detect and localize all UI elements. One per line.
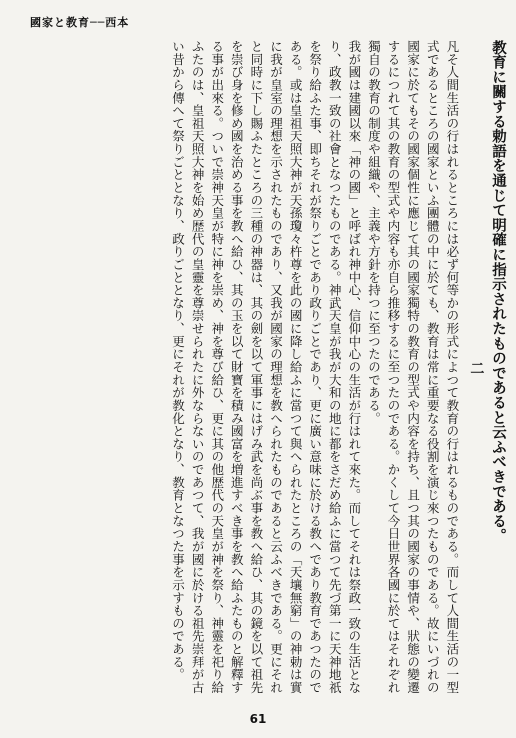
heading-line: 教育に關する勅語を通じて明確に指示されたものであると云ふべきである。 bbox=[490, 40, 507, 544]
paragraph-1: 凡そ人間生活の行はれるところには必ず何等かの形式によつて教育の行はれるものである。而して人間生活の一型式であるところの國家といふ團體の中に於ても、教育は常に重要なる役割を演じ來つたものである。故にいづれの國家に於てもその國家個性に應じて其の國家獨特の教育の型式や内容を持ち、且つ其の國家の事情や、狀態の變遷するにつれて其の教育の型式や内容も亦自ら推移するに至つたのである。かくして今日世界各國に於てはそれぞれ獨自の教育の制度や組織や、主義や方針を持つに至つたのである。 bbox=[366, 40, 460, 694]
paragraph-2: 我が國は建國以來「神の國」と呼ばれ神中心、信仰中心の生活が行はれて來た。而してそれは祭政一致の生活となり、政教一致の社會となつたものである。神武天皇が我が大和の地に都をさだめ給ふに當つて先づ第一に天神地祇を祭り給ふた事、即ちそれが祭りごとであり政りごとであり、更に廣い意味に於ける教へであり教育であつたのである。或は皇祖天照大神が天孫瓊々杵尊を此の國に降し給ふに當つて與へられたところの「天壤無窮」の神勅は實に我が皇室の理想を示されたものであり、又我が國家の理想を教へられたものであると云ふべきである。更にそれと同時に下し賜ふたところの三種の神器は、其の劍を以て軍事にはげみ武を尚ぶ事を教へ給ひ、其の鏡を以て祖先を崇び身を修め國を治める事を教へ給ひ、其の玉を以て財寶を積み國富を増進すべき事を教へ給ふたものと解釋する事が出來る。ついで崇神天皇が特に神を崇め、神を尊び給ひ、更に其の他歴代の天皇が神を祭り、神靈を祀り給ふたのは、皇祖天照大神を始め歴代の皇靈を尊崇せられたに外ならないのであつて、我が國に於ける祖先崇拜が古い昔から傳へて祭りごととなり、政りごととなり、更にそれが教化となり、教育となつた事を示すものである。 bbox=[170, 40, 362, 694]
section-number: 二 bbox=[468, 360, 485, 376]
body-text bbox=[18, 40, 508, 696]
running-head: 國家と教育──西本 bbox=[30, 16, 130, 29]
page-number: 61 bbox=[249, 712, 267, 726]
